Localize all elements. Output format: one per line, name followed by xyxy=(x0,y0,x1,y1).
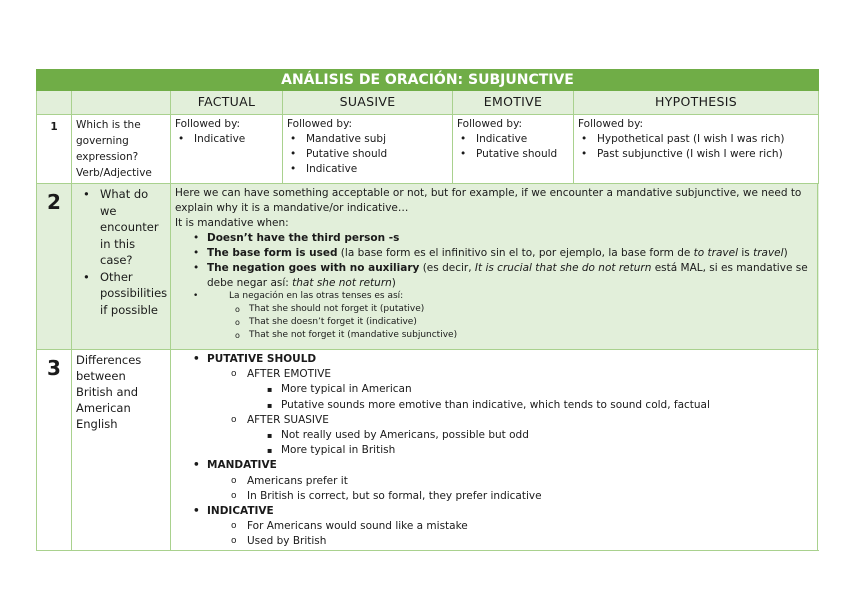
header-blank-2 xyxy=(71,91,170,114)
row-number: 3 xyxy=(36,350,71,550)
followed-by-label: Followed by: xyxy=(578,118,644,130)
header-row xyxy=(36,91,819,115)
list-item: o Used by British xyxy=(175,534,813,549)
list-item: • Putative should xyxy=(457,147,570,162)
example-item: o That she doesn’t forget it (indicative) xyxy=(175,316,813,329)
list-item: ▪ Putative sounds more emotive than indicative, which tends to sound cold, factual xyxy=(175,398,813,413)
row-number: 2 xyxy=(36,184,71,349)
followed-by-label: Followed by: xyxy=(287,118,353,130)
list-item: o Americans prefer it xyxy=(175,474,813,489)
row-number: 1 xyxy=(36,115,71,183)
point-base-form: • The base form is used (la base form es el infinitivo sin el to, por ejemplo, la base form de to travel is travel) xyxy=(175,246,813,261)
header-hypothesis: HYPOTHESIS xyxy=(573,91,819,114)
header-factual: FACTUAL xyxy=(170,91,282,114)
indicative-heading: • INDICATIVE xyxy=(175,504,813,519)
emotive-cell xyxy=(452,115,573,183)
hypothesis-cell xyxy=(573,115,819,183)
row-question: Which is the governing expression? Verb/Adjective xyxy=(71,115,170,183)
point-negation-cont: debe negar así: that she not return) xyxy=(207,277,396,289)
list-item: • Other possibilities if possible xyxy=(80,269,166,319)
table-row xyxy=(36,115,819,184)
list-item: • Past subjunctive (I wish I were rich) xyxy=(578,147,815,162)
list-item: ▪ More typical in American xyxy=(175,382,813,397)
followed-by-label: Followed by: xyxy=(175,118,241,130)
point-negation: • The negation goes with no auxiliary (es decir, It is crucial that she do not return está MAL, si es mandative se xyxy=(175,261,813,276)
point-other-tenses: • La negación en las otras tenses es así: xyxy=(175,290,813,303)
point-third-person: • Doesn’t have the third person -s xyxy=(175,231,813,246)
list-item: ▪ Not really used by Americans, possible but odd xyxy=(175,428,813,443)
factual-cell xyxy=(170,115,282,183)
table-row xyxy=(36,350,819,551)
row-2-content xyxy=(170,184,818,349)
list-item: • Mandative subj xyxy=(287,132,449,147)
list-item: ▪ More typical in British xyxy=(175,443,813,458)
table-row xyxy=(36,184,819,350)
list-item: • Putative should xyxy=(287,147,449,162)
list-item: o In British is correct, but so formal, they prefer indicative xyxy=(175,489,813,504)
putative-heading: • PUTATIVE SHOULD xyxy=(175,352,813,367)
row-questions xyxy=(71,184,170,349)
row-question: Differences between British and American English xyxy=(71,350,170,550)
header-emotive: EMOTIVE xyxy=(452,91,573,114)
row-3-content xyxy=(170,350,818,550)
followed-by-label: Followed by: xyxy=(457,118,523,130)
after-suasive: o AFTER SUASIVE xyxy=(175,413,813,428)
after-emotive: o AFTER EMOTIVE xyxy=(175,367,813,382)
list-item: • Indicative xyxy=(175,132,279,147)
header-blank-1 xyxy=(36,91,71,114)
example-item: o That she not forget it (mandative subjunctive) xyxy=(175,329,813,342)
list-item: o For Americans would sound like a mistake xyxy=(175,519,813,534)
list-item: • What do we encounter in this case? xyxy=(80,186,166,269)
suasive-cell xyxy=(282,115,452,183)
list-item: • Indicative xyxy=(457,132,570,147)
list-item: • Hypothetical past (I wish I was rich) xyxy=(578,132,815,147)
example-item: o That she should not forget it (putative) xyxy=(175,303,813,316)
header-suasive: SUASIVE xyxy=(282,91,452,114)
subjunctive-table xyxy=(36,69,819,551)
when-text: It is mandative when: xyxy=(175,217,289,229)
intro-text: Here we can have something acceptable or not, but for example, if we encounter a mandative subjunctive, we need to explain why it is a mandative/or indicative… xyxy=(175,187,802,214)
table-title: ANÁLISIS DE ORACIÓN: SUBJUNCTIVE xyxy=(36,69,819,91)
list-item: • Indicative xyxy=(287,162,449,177)
mandative-heading: • MANDATIVE xyxy=(175,458,813,473)
